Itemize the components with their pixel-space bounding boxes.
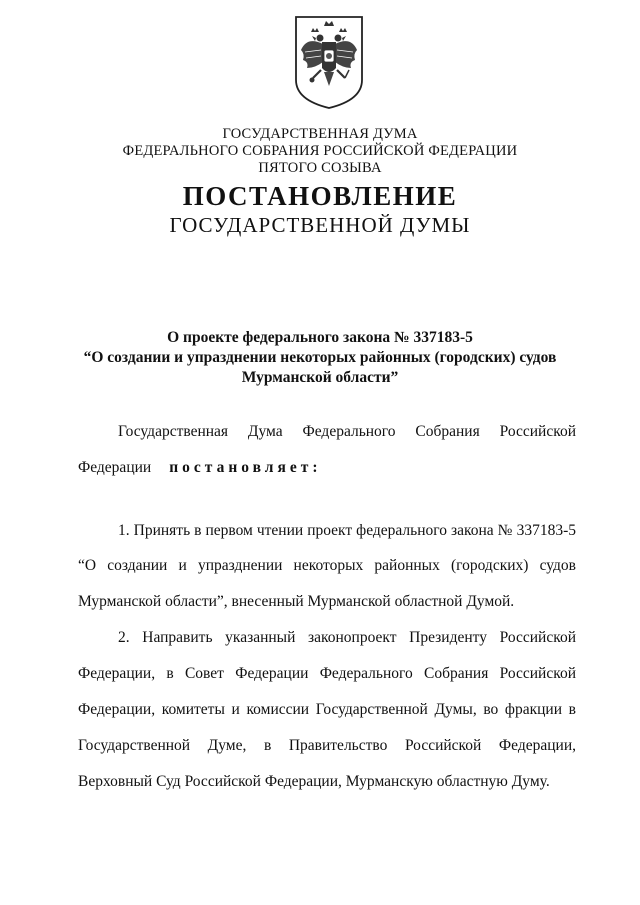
document-subtitle: ГОСУДАРСТВЕННОЙ ДУМЫ [169,213,471,237]
subject-line-2: “О создании и упразднении некоторых районных (городских) судов [83,349,557,366]
subject-line-1: О проекте федерального закона № 337183-5 [167,329,473,346]
preamble-line-2 [78,458,576,478]
item2-line-2: Федерации, в Совет Федерации Федерального Собрания Российской [78,665,576,682]
preamble-line-1: Государственная Дума Федерального Собрания Российской [118,423,576,440]
header-line-duma: ГОСУДАРСТВЕННАЯ ДУМА [222,126,418,142]
header-line-assembly: ФЕДЕРАЛЬНОГО СОБРАНИЯ РОССИЙСКОЙ ФЕДЕРАЦИИ [122,143,518,159]
header-line-convocation: ПЯТОГО СОЗЫВА [258,160,382,176]
item1-line-2: “О создании и упразднении некоторых районных (городских) судов [78,557,576,574]
item1-line-3: Мурманской области”, внесенный Мурманской областной Думой. [78,593,515,610]
item1-line-1: 1. Принять в первом чтении проект федерального закона № 337183-5 [118,522,576,539]
item2-line-5: Верховный Суд Российской Федерации, Мурманскую областную Думу. [78,773,550,790]
item2-line-1: 2. Направить указанный законопроект Президенту Российской [118,629,576,646]
item2-line-4: Государственной Думе, в Правительство Российской Федерации, [78,737,576,754]
coat-of-arms-emblem-icon [293,14,365,110]
subject-line-3: Мурманской области” [241,369,399,386]
document-title: ПОСТАНОВЛЕНИЕ [182,181,458,211]
item2-line-3: Федерации, комитеты и комиссии Государственной Думы, во фракции в [78,701,576,718]
preamble-federation: Федерации [78,459,152,476]
preamble-resolves-keyword: постановляет: [169,459,322,476]
